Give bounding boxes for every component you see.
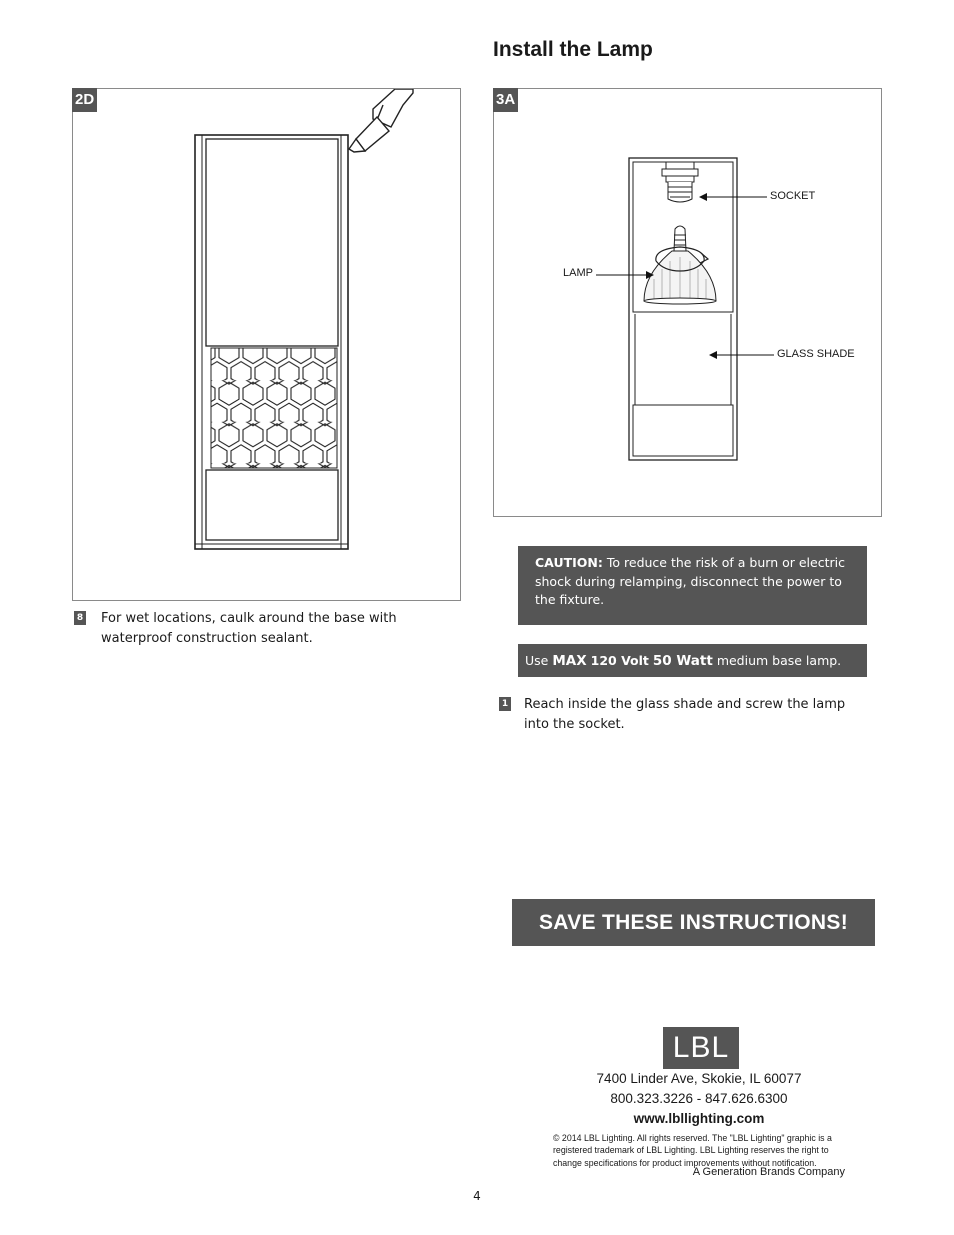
caution-box [518,546,867,625]
step-1-text: Reach inside the glass shade and screw the lamp into the socket. [524,697,846,732]
socket-callout: SOCKET [770,190,816,202]
step-8-badge: 8 [74,611,86,625]
lbl-logo: LBL [663,1027,739,1069]
figure-2d-panel [72,88,461,601]
company-address: 7400 Linder Ave, Skokie, IL 60077 [596,1071,802,1086]
lamp-callout: LAMP [563,267,593,279]
rating-watt: 50 Watt [652,653,713,669]
step-8-text: For wet locations, caulk around the base with waterproof construction sealant. [101,611,397,646]
glass-shade-callout: GLASS SHADE [777,348,855,360]
rating-prefix: Use [525,653,549,668]
save-instructions-banner: SAVE THESE INSTRUCTIONS! [512,899,875,946]
rating-suffix: medium base lamp. [716,653,842,668]
step-1-badge: 1 [499,697,511,711]
page-title: Install the Lamp [493,38,653,61]
legal-notice: © 2014 LBL Lighting. All rights reserved. The "LBL Lighting" graphic is a registered trademark of LBL Lighting. LBL Lighting reserves the right to change specifications for product improvements without notification. [553,1133,832,1168]
page-number: 4 [473,1189,481,1203]
figure-3a-label: 3A [493,88,518,112]
caution-label: CAUTION: [535,555,603,570]
figure-3a-panel [493,88,882,517]
fixture-caulk-illustration [73,89,460,600]
figure-2d-label: 2D [72,88,97,112]
lamp-install-illustration [494,89,881,516]
parent-company: A Generation Brands Company [692,1166,845,1178]
rating-max: MAX [552,653,587,669]
caution-text: To reduce the risk of a burn or electric shock during relamping, disconnect the power to the fixture. [535,555,845,607]
lamp-rating-bar [518,644,867,677]
rating-volt: 120 Volt [590,653,649,668]
company-phone: 800.323.3226 - 847.626.6300 [610,1091,788,1106]
company-website-link[interactable]: www.lbllighting.com [633,1111,765,1126]
